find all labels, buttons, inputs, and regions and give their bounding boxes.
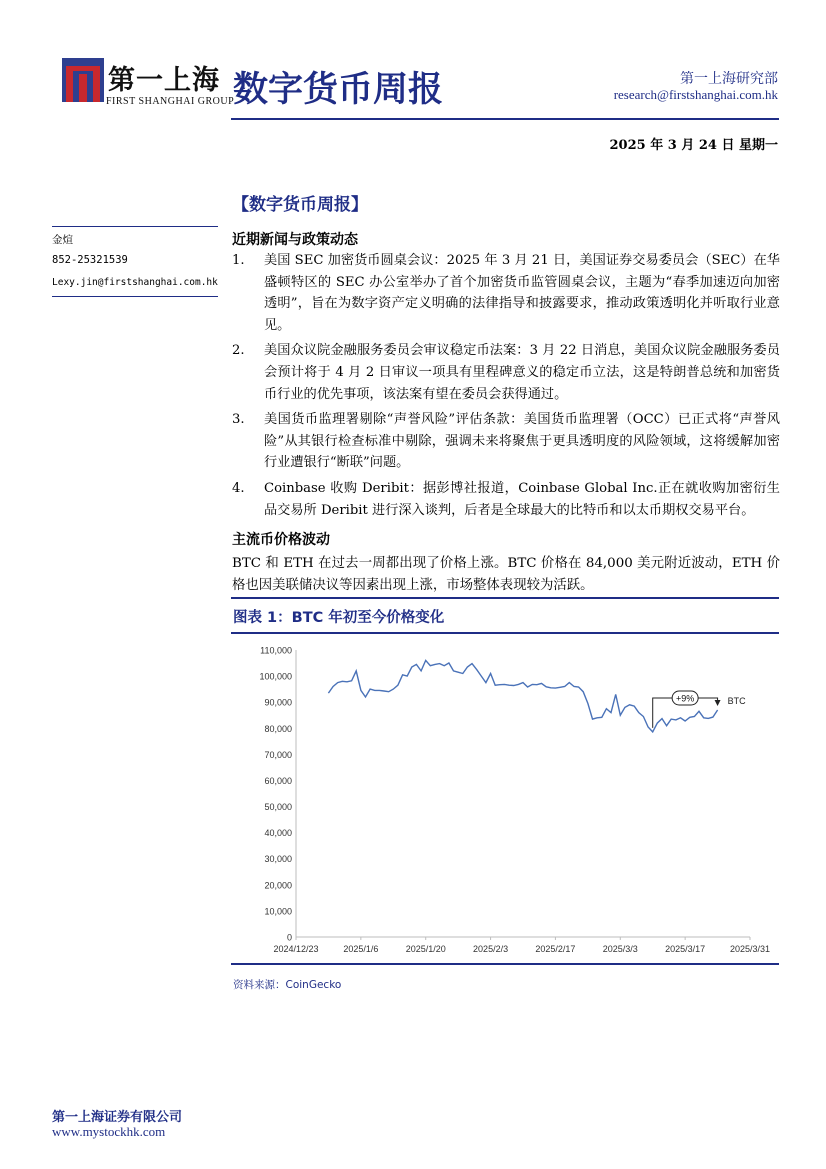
x-tick-label: 2025/3/17 — [665, 944, 706, 954]
x-tick-label: 2025/3/3 — [602, 944, 638, 954]
section-title: 【数字货币周报】 — [232, 195, 368, 215]
report-date: 2025 年 3 月 24 日 星期一 — [609, 138, 778, 153]
news-item-number: 2. — [232, 343, 245, 359]
annotation-layer — [653, 691, 746, 728]
document-title: 数字货币周报 — [233, 70, 444, 110]
news-heading: 近期新闻与政策动态 — [232, 232, 358, 248]
figure-source: 资料来源：CoinGecko — [233, 979, 342, 991]
btc-price-chart — [231, 638, 779, 960]
news-item-text: 美国货币监理署剔除“声誉风险”评估条款：美国货币监理署（OCC）已正式将“声誉风险”从其银行检查标准中剔除，强调未来将聚焦于更具透明度的风险领域，这将缓解加密行业遭银行“断联”问题。 — [264, 412, 780, 471]
figure-title-rule — [231, 632, 779, 634]
research-department: 第一上海研究部 — [680, 71, 778, 87]
y-tick-label: 30,000 — [264, 854, 292, 865]
y-tick-label: 0 — [286, 932, 292, 943]
company-logo — [62, 58, 235, 110]
news-item-text: 美国众议院金融服务委员会审议稳定币法案：3 月 22 日消息，美国众议院金融服务委员会预计将于 4 月 2 日审议一项具有里程碑意义的稳定币立法，这是特朗普总统和加密货币行业的优先事项，该法案有望在委员会获得通过。 — [264, 343, 780, 402]
logo-chinese-name: 第一上海 — [108, 65, 220, 96]
news-item-number: 4. — [232, 480, 245, 496]
btc-price-line — [328, 660, 717, 732]
x-tick-label: 2025/1/6 — [343, 944, 379, 954]
price-paragraph: BTC 和 ETH 在过去一周都出现了价格上涨。BTC 价格在 84,000 美元附近波动，ETH 价格也因美联储决议等因素出现上涨，市场整体表现较为活跃。 — [232, 556, 780, 593]
footer-company: 第一上海证券有限公司 — [52, 1110, 183, 1125]
header-divider — [231, 118, 779, 120]
series-label: BTC — [727, 696, 746, 707]
logo-mark-icon — [62, 58, 104, 102]
price-heading: 主流币价格波动 — [232, 532, 330, 548]
news-item-number: 3. — [232, 412, 245, 428]
figure-title: 图表 1：BTC 年初至今价格变化 — [233, 610, 445, 626]
x-tick-label: 2025/2/17 — [535, 944, 576, 954]
y-tick-label: 100,000 — [259, 671, 292, 682]
analyst-email-link[interactable]: Lexy.jin@firstshanghai.com.hk — [52, 277, 218, 288]
news-item-text: 美国 SEC 加密货币圆桌会议：2025 年 3 月 21 日，美国证券交易委员会（SEC）在华盛顿特区的 SEC 办公室举办了首个加密货币监管圆桌会议，主题为“春季加速迈向加密透明”，旨在为数字资产定义明确的法律指导和披露要求，推动政策透明化并听取行业意见。 — [264, 253, 780, 333]
x-tick-label: 2025/1/20 — [405, 944, 446, 954]
figure-bottom-rule — [231, 963, 779, 965]
y-tick-label: 90,000 — [264, 697, 292, 708]
x-tick-label: 2025/2/3 — [473, 944, 509, 954]
annotation-arrow-icon — [715, 700, 721, 706]
y-axis — [259, 646, 296, 943]
logo-english-name: FIRST SHANGHAI GROUP — [106, 96, 235, 107]
x-tick-label: 2025/3/31 — [729, 944, 771, 954]
research-email-link[interactable]: research@firstshanghai.com.hk — [613, 87, 778, 102]
analyst-bottom-divider — [52, 296, 218, 297]
y-tick-label: 10,000 — [264, 906, 292, 917]
news-item — [232, 250, 780, 336]
y-tick-label: 40,000 — [264, 828, 292, 839]
x-axis — [273, 937, 770, 954]
y-tick-label: 80,000 — [264, 723, 292, 734]
analyst-phone: 852-25321539 — [52, 254, 128, 266]
news-item — [232, 340, 780, 405]
y-tick-label: 20,000 — [264, 880, 292, 891]
news-item-number: 1. — [232, 253, 245, 268]
y-tick-label: 110,000 — [260, 645, 292, 656]
y-tick-label: 50,000 — [264, 802, 292, 813]
news-item — [232, 478, 780, 521]
x-tick-label: 2024/12/23 — [273, 944, 319, 954]
news-item — [232, 409, 780, 474]
y-tick-label: 60,000 — [264, 775, 292, 786]
figure-top-rule — [231, 597, 779, 599]
y-tick-label: 70,000 — [264, 749, 292, 760]
news-item-text: Coinbase 收购 Deribit：据彭博社报道，Coinbase Global Inc.正在就收购加密衍生品交易所 Deribit 进行深入谈判，后者是全球最大的比特币和以太币期权交易平台。 — [264, 480, 780, 518]
footer-website-link[interactable]: www.mystockhk.com — [52, 1124, 166, 1139]
analyst-top-divider — [52, 226, 218, 227]
series-layer — [328, 660, 717, 732]
news-list — [232, 250, 780, 525]
analyst-name: 金煊 — [52, 234, 73, 246]
annotation-label: +9% — [676, 693, 695, 704]
